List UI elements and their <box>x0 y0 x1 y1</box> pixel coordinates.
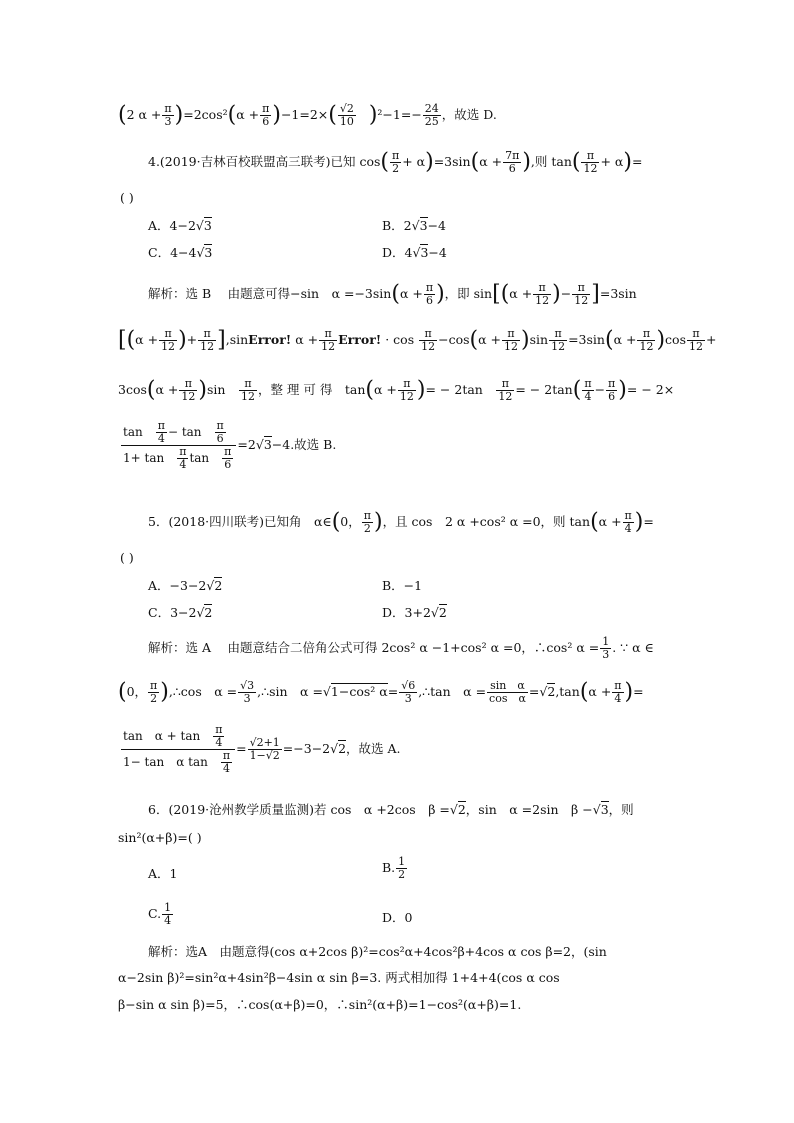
q4-option-d: D．4√3−4 <box>382 245 447 260</box>
top-line: (2 α + $\frac{\pi}{3}$ )=2cos²(α + $\frac{\pi}{6}$ )−1=2×( $\frac{√2}{10}$ )²−1=− $\frac{24}{25}$ ，故选 D. <box>118 102 497 128</box>
q6-option-b: B. $\frac{1}{2}$ <box>382 855 406 881</box>
q6-stem-line-1: 6．(2019·沧州教学质量监测)若 cos α +2cos β =√2，sin α =2sin β −√3，则 <box>148 802 634 817</box>
q5-option-d: D．3+2√2 <box>382 605 447 620</box>
q4-option-c: C．4−4√3 <box>148 245 213 260</box>
q4-solution-line-4: tan $\frac{\pi}{4}$ − tan $\frac{\pi}{6}$ 1+ tan $\frac{\pi}{4}$ tan $\frac{\pi}{6}$ =2√3−4.故选 B. <box>123 419 337 471</box>
q4-stem: 4.(2019·吉林百校联盟高三联考)已知 cos( $\frac{\pi}{2}$ + α)=3sin(α + $\frac{7\pi}{6}$ ),则 tan( $\frac{\pi}{12}$ + α)= <box>148 149 643 175</box>
q4-solution-line-2: [(α + $\frac{\pi}{12}$ )+ $\frac{\pi}{12}$ ],sinError! α + $\frac{\pi}{12}$ Error! · cos $\frac{\pi}{12}$ −cos(α + $\frac{\pi}{12}$ )sin $\frac{\pi}{12}$ =3sin(α + $\frac{\pi}{12}$ )cos $\frac{\pi}{12}$ + <box>118 327 717 353</box>
q4-option-a: A．4−2√3 <box>148 218 212 233</box>
q4-stem-prefix: 4.(2019·吉林百校联盟高三联考)已知 <box>148 154 356 169</box>
q5-solution-line-3: tan α + tan $\frac{\pi}{4}$ 1− tan α tan $\frac{\pi}{4}$ = $\frac{√2+1}{1-√2}$ =−3−2√2，故选 A. <box>123 723 401 775</box>
q6-solution-line-1: 解析：选A 由题意得(cos α+2cos β)²=cos²α+4cos²β+4cos α cos β=2，(sin <box>148 944 607 959</box>
q4-solution-line-1: 解析：选 B 由题意可得−sin α =−3sin(α + $\frac{\pi}{6}$ )，即 sin[(α + $\frac{\pi}{12}$ )− $\frac{\pi}{12}$ ]=3sin <box>148 281 637 307</box>
q4-option-b: B．2√3−4 <box>382 218 446 233</box>
q5-paren: ( ) <box>120 550 134 565</box>
q6-solution-line-2: α−2sin β)²=sin²α+4sin²β−4sin α sin β=3. 两式相加得 1+4+4(cos α cos <box>118 970 560 985</box>
q5-solution-line-2: (0， $\frac{\pi}{2}$ ),∴cos α = $\frac{√3}{3}$ ,∴sin α =√1−cos² α= $\frac{√6}{3}$ ,∴tan α = $\frac{\text{sin α}}{\text{cos α}}$ =√2,tan(α + $\frac{\pi}{4}$ )= <box>118 679 644 705</box>
q5-option-c: C．3−2√2 <box>148 605 213 620</box>
q4-solution-line-3: 3cos(α + $\frac{\pi}{12}$ )sin $\frac{\pi}{12}$ ，整 理 可 得 tan(α + $\frac{\pi}{12}$ )= − 2tan $\frac{\pi}{12}$ = − 2tan( $\frac{\pi}{4}$ − $\frac{\pi}{6}$ )= − 2× <box>118 377 675 403</box>
q5-stem: 5．(2018·四川联考)已知角 α∈(0， $\frac{\pi}{2}$ )，且 cos 2 α +cos² α =0，则 tan(α + $\frac{\pi}{4}$ )= <box>148 509 654 535</box>
q6-option-c: C. $\frac{1}{4}$ <box>148 901 172 927</box>
q6-stem-line-2: sin²(α+β)=( ) <box>118 830 202 845</box>
q5-option-b: B．−1 <box>382 578 423 593</box>
q6-option-d: D．0 <box>382 910 413 925</box>
q5-solution-line-1: 解析：选 A 由题意结合二倍角公式可得 2cos² α −1+cos² α =0，∴cos² α = $\frac{1}{3}$ . ∵ α ∈ <box>148 635 654 661</box>
q6-solution-line-3: β−sin α sin β)=5，∴cos(α+β)=0，∴sin²(α+β)=1−cos²(α+β)=1. <box>118 997 522 1012</box>
q6-option-a: A．1 <box>148 866 178 881</box>
q4-paren: ( ) <box>120 190 134 205</box>
q5-option-a: A．−3−2√2 <box>148 578 223 593</box>
